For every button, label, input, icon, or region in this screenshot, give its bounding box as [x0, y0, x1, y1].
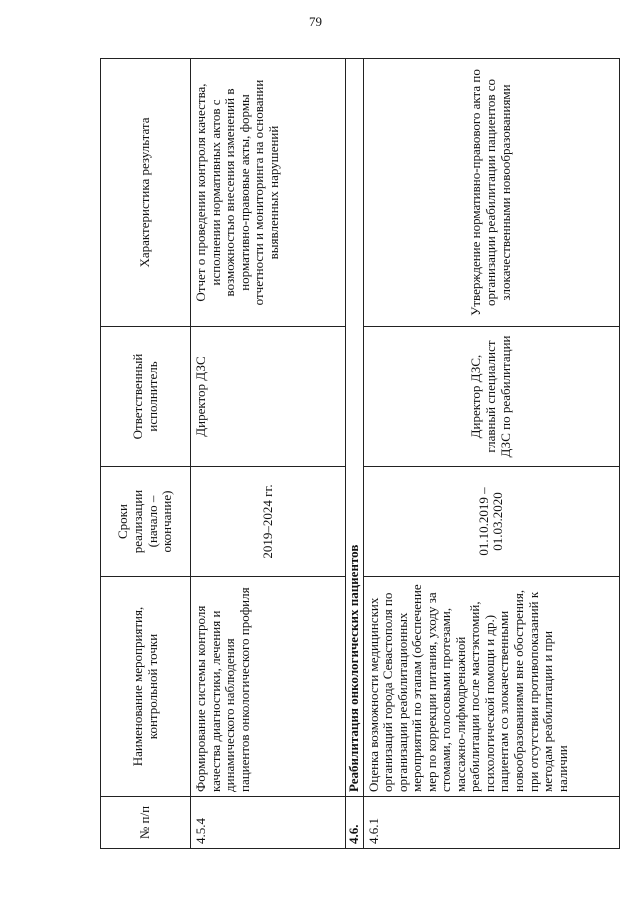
row-term: 01.10.2019 – 01.03.2020 [363, 467, 619, 577]
table-row [191, 59, 346, 849]
table-header-row [101, 59, 191, 849]
row-num: 4.6.1 [363, 797, 619, 849]
row-result: Отчет о проведении контроля качества, исполнении нормативных актов с возможностью внесения изменений в нормативно-правовые акты, формы отчетности и мониторинга на основании выявленных нарушений [191, 59, 346, 327]
section-num: 4.6. [346, 797, 364, 849]
row-name: Формирование системы контроля качества диагностики, лечения и динамического наблюдения пациентов онкологического профиля [191, 577, 346, 797]
header-result: Характеристика результата [101, 59, 191, 327]
rotated-table-area [100, 59, 620, 849]
activities-table [100, 58, 620, 849]
row-num: 4.5.4 [191, 797, 346, 849]
table-row [363, 59, 619, 849]
row-name: Оценка возможности медицинских организаций города Севастополя по организации реабилитационных мероприятий по этапам (обеспечение мер по коррекции питания, уходу за стомами, голосовыми протезами, массажно-лифмодренажной реабилитации после мастэктомий, психологической помощи и др.) пациентам со злокачественными новообразованиями вне обострения, при отсутствии противопоказаний к методам реабилитации и при наличии [363, 577, 619, 797]
rotated-table-wrapper [100, 59, 620, 849]
header-term: Сроки реализации (начало – окончание) [101, 467, 191, 577]
row-result: Утверждение нормативно-правового акта по организации реабилитации пациентов со злокачественными новообразованиями [363, 59, 619, 327]
header-name: Наименование мероприятия, контрольной точки [101, 577, 191, 797]
page-number: 79 [309, 14, 322, 29]
section-title: Реабилитация онкологических пациентов [346, 59, 364, 797]
header-executor: Ответственный исполнитель [101, 327, 191, 467]
section-row [346, 59, 364, 849]
header-num: № п/п [101, 797, 191, 849]
row-term: 2019–2024 гг. [191, 467, 346, 577]
row-executor: Директор ДЗС, главный специалист ДЗС по реабилитации [363, 327, 619, 467]
row-executor: Директор ДЗС [191, 327, 346, 467]
